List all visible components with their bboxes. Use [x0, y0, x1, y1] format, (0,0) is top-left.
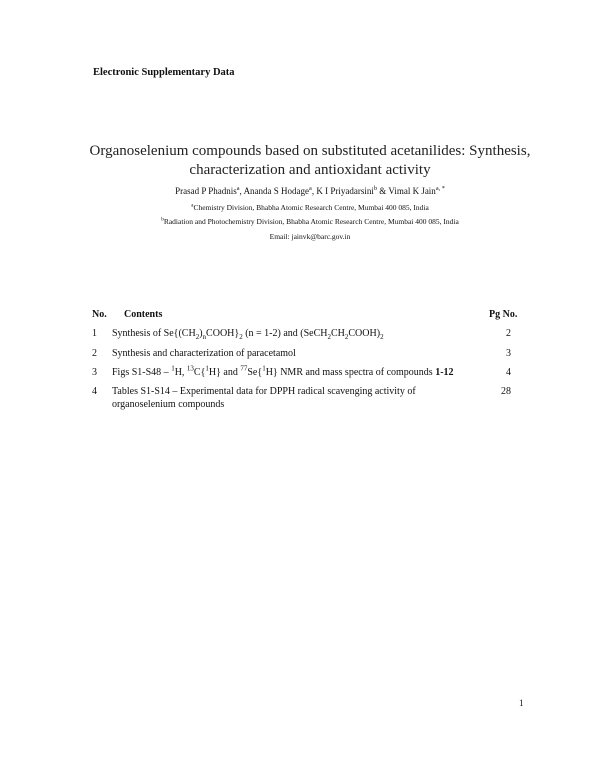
row-page-number: 2 — [506, 328, 511, 339]
text-segment: ) — [199, 328, 203, 339]
row-number: 3 — [92, 367, 97, 378]
row-contents: Synthesis and characterization of paracetamol — [112, 348, 296, 359]
compound-range: 1-12 — [435, 367, 454, 378]
text-segment: Se{ — [247, 367, 263, 378]
subscript: 2 — [380, 333, 384, 341]
author-affiliation-mark: a, * — [435, 185, 445, 192]
row-contents — [112, 385, 472, 411]
page-number: 1 — [519, 698, 524, 708]
affiliation-mark: b — [161, 216, 164, 223]
affiliation — [60, 203, 560, 212]
title-line-2: characterization and antioxidant activity — [189, 162, 431, 178]
row-contents-line: Tables S1-S14 – Experimental data for DPPH radical scavenging activity of — [112, 386, 416, 397]
table-header-page: Pg No. — [489, 309, 518, 320]
row-page-number: 28 — [501, 386, 511, 397]
row-number: 4 — [92, 386, 97, 397]
row-number: 1 — [92, 328, 97, 339]
row-contents — [112, 327, 472, 340]
author-affiliation-mark: b — [373, 185, 377, 192]
text-segment: (n = 1-2) and (SeCH — [242, 328, 328, 339]
affiliation-mark: a — [191, 202, 194, 209]
text-segment: COOH} — [206, 328, 240, 339]
row-contents-line: organoselenium compounds — [112, 399, 225, 410]
superscript: 1 — [205, 364, 209, 373]
text-segment: H, — [174, 367, 187, 378]
author-name: K I Priyadarsini — [316, 186, 374, 196]
text-segment: C{ — [193, 367, 206, 378]
superscript: 13 — [186, 364, 194, 373]
subscript: 2 — [344, 333, 349, 341]
superscript: 1 — [262, 364, 266, 373]
text-segment: COOH) — [348, 328, 381, 339]
author-affiliation-mark: a — [236, 185, 240, 192]
text-segment: Figs S1-S48 – — [112, 367, 172, 378]
table-header-contents: Contents — [124, 309, 163, 320]
affiliation-text: Radiation and Photochemistry Division, Bhabha Atomic Research Centre, Mumbai 400 085, India — [163, 217, 459, 226]
superscript: 1 — [171, 364, 175, 373]
text-segment: Synthesis of Se{(CH — [112, 328, 196, 339]
text-segment: CH — [330, 328, 345, 339]
author-affiliation-mark: a — [309, 185, 312, 192]
text-segment: H} and — [208, 367, 241, 378]
row-page-number: 4 — [506, 367, 511, 378]
author-name: Vimal K Jain — [388, 186, 436, 196]
affiliation-text: Chemistry Division, Bhabha Atomic Research Centre, Mumbai 400 085, India — [193, 203, 429, 212]
author-name: Ananda S Hodage — [243, 186, 310, 196]
title-line-1: Organoselenium compounds based on substituted acetanilides: Synthesis, — [89, 143, 531, 159]
row-page-number: 3 — [506, 348, 511, 359]
superscript: 77 — [240, 364, 248, 373]
paper-title — [60, 142, 560, 180]
row-number: 2 — [92, 348, 97, 359]
subscript: n — [202, 333, 207, 341]
table-header-no: No. — [92, 309, 107, 320]
author-connector: & — [379, 186, 387, 196]
affiliation — [60, 217, 560, 226]
text-segment: H} NMR and mass spectra of compounds — [265, 367, 436, 378]
contact-email: Email: jainvk@barc.gov.in — [269, 232, 351, 241]
author-name: Prasad P Phadnis — [175, 186, 237, 196]
subscript: 2 — [327, 333, 331, 341]
row-contents — [112, 366, 472, 379]
author-list: Prasad P Phadnis$^a$, Ananda S Hodage$^a$, K I Priyadarsini$^b$ & Vimal K Jain$^{a, *}$ — [175, 185, 445, 196]
subscript: 2 — [239, 333, 243, 341]
document-header: Electronic Supplementary Data — [93, 67, 235, 78]
subscript: 2 — [195, 333, 200, 341]
